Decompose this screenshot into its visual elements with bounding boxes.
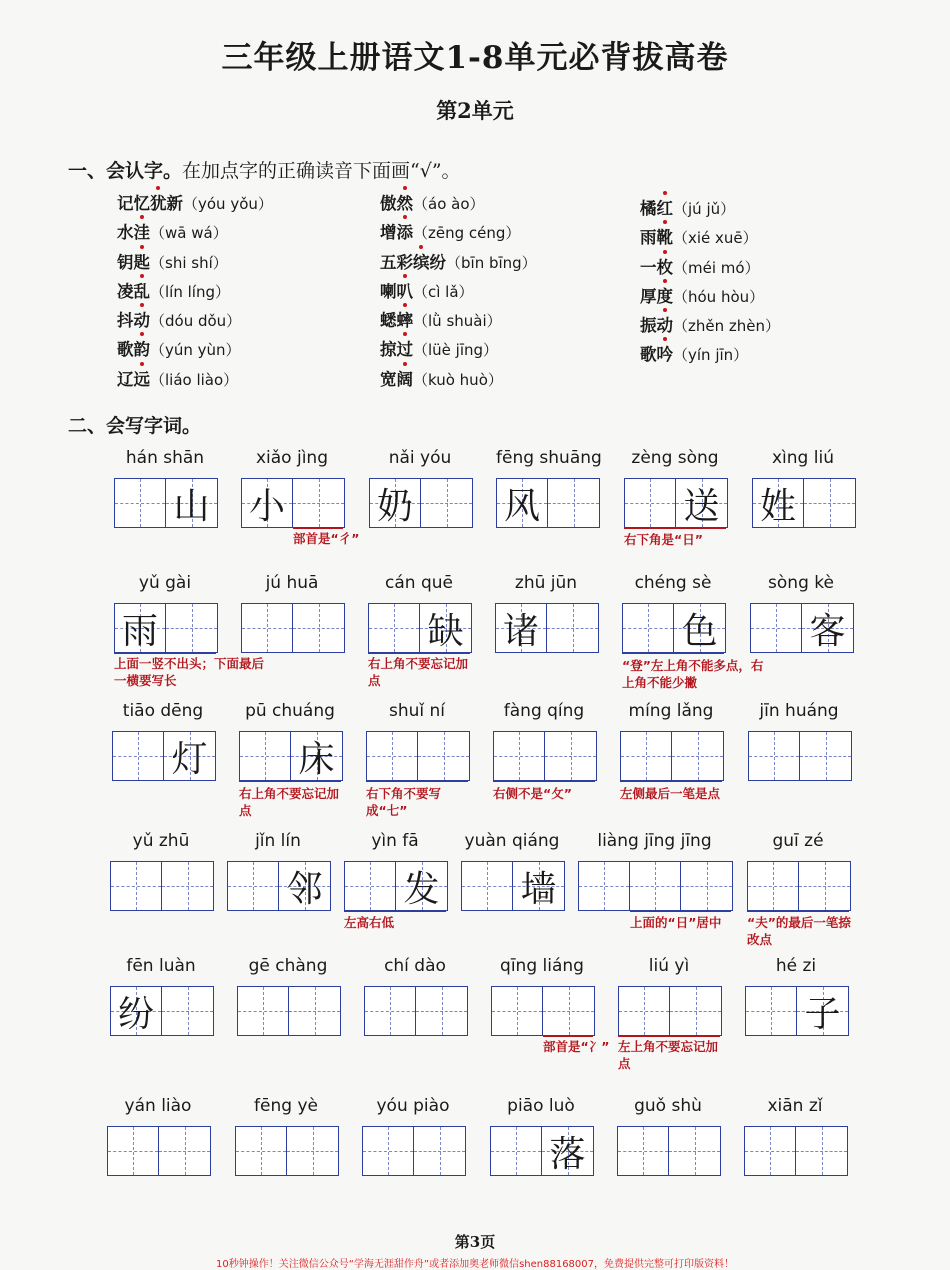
pinyin-options[interactable]: （yún yùn） — [150, 341, 241, 360]
writing-cell[interactable] — [674, 604, 725, 652]
writing-cell[interactable] — [365, 987, 416, 1035]
writing-cell[interactable] — [800, 732, 851, 780]
writing-cell[interactable] — [630, 862, 681, 910]
word-text: 增 — [380, 223, 397, 243]
dotted-character: 过 — [397, 336, 414, 360]
tianzi-grid — [362, 1126, 466, 1176]
pinyin-options[interactable]: （dóu dǒu） — [150, 312, 242, 331]
model-character: 送 — [683, 485, 720, 527]
tianzi-grid — [578, 861, 733, 911]
model-character: 山 — [173, 485, 210, 527]
writing-cell[interactable] — [164, 732, 215, 780]
writing-cell[interactable] — [228, 862, 279, 910]
word-text: 喇 — [380, 281, 397, 301]
writing-cell[interactable] — [621, 732, 672, 780]
reading-item — [380, 219, 640, 248]
tianzi-grid — [369, 478, 473, 528]
dotted-character: 缤 — [413, 249, 430, 273]
word-pinyin: sòng kè — [768, 573, 834, 593]
word-pinyin: zèng sòng — [631, 448, 719, 468]
writing-cell[interactable] — [363, 1127, 414, 1175]
word-text: 宽 — [380, 369, 397, 389]
writing-cell[interactable] — [497, 479, 548, 527]
writing-cell[interactable] — [370, 479, 421, 527]
pinyin-options[interactable]: （yóu yǒu） — [183, 195, 273, 213]
writing-cell[interactable] — [751, 604, 802, 652]
tianzi-grid — [107, 1126, 211, 1176]
pinyin-options[interactable]: （jú jǔ） — [673, 200, 736, 218]
writing-cell[interactable] — [799, 862, 850, 910]
word-text: 辽 — [117, 369, 134, 389]
word-pinyin: nǎi yóu — [388, 448, 452, 468]
writing-tip: 右侧不是“攵” — [493, 786, 572, 801]
writing-cell[interactable] — [242, 604, 293, 652]
word-text: 抖 — [117, 311, 134, 331]
word-text: 五彩 — [380, 252, 413, 272]
tianzi-grid — [241, 603, 345, 653]
reading-item — [117, 307, 377, 336]
writing-cell[interactable] — [625, 479, 676, 527]
writing-cell[interactable] — [462, 862, 513, 910]
pinyin-options[interactable]: （wā wá） — [150, 224, 228, 243]
tianzi-grid — [110, 861, 214, 911]
word-pinyin: zhū jūn — [514, 573, 578, 593]
tianzi-grid — [241, 478, 345, 528]
section2-heading: 二、会写字词。 — [68, 415, 202, 437]
word-pinyin: fēn luàn — [126, 956, 196, 976]
word-pinyin: xiǎo jìng — [255, 448, 329, 468]
reading-item — [117, 366, 377, 395]
tianzi-grid — [750, 603, 854, 653]
writing-cell[interactable] — [115, 604, 166, 652]
model-character: 色 — [681, 610, 718, 652]
reading-item — [640, 195, 900, 224]
word-pinyin: qīng liáng — [500, 956, 584, 976]
dotted-character: 远 — [134, 366, 151, 390]
writing-cell[interactable] — [242, 479, 293, 527]
reading-item — [380, 366, 640, 395]
tianzi-grid — [496, 478, 600, 528]
writing-cell[interactable] — [287, 1127, 338, 1175]
writing-tip: 右下角是“日” — [624, 532, 703, 547]
writing-cell[interactable] — [108, 1127, 159, 1175]
note-underline — [293, 528, 343, 529]
writing-tip: 左侧最后一笔是点 — [620, 786, 721, 801]
reading-item — [640, 341, 900, 370]
writing-cell[interactable] — [548, 479, 599, 527]
word-pinyin: piāo luò — [507, 1096, 575, 1116]
tianzi-grid — [366, 731, 470, 781]
reading-item — [117, 190, 377, 219]
tianzi-grid — [493, 731, 597, 781]
footer-banner: 10秒钟操作！关注微信公众号“学海无涯甜作舟”或者添加奥老师微信shen88168007，免费提供完整可打印版资料！ — [215, 1259, 735, 1270]
writing-cell[interactable] — [748, 862, 799, 910]
word-text: 凌 — [117, 281, 134, 301]
dotted-character: 度 — [657, 283, 674, 307]
writing-tip: “登”左上角不能多点，右上角不能少撇 — [622, 658, 764, 690]
dotted-character: 枚 — [657, 254, 674, 278]
tianzi-grid — [237, 986, 341, 1036]
writing-cell[interactable] — [166, 479, 217, 527]
writing-cell[interactable] — [111, 987, 162, 1035]
writing-cell[interactable] — [669, 1127, 720, 1175]
writing-cell[interactable] — [492, 987, 543, 1035]
pinyin-options[interactable]: （kuò huò） — [413, 370, 503, 389]
dotted-character: 添 — [397, 219, 414, 243]
pinyin-options[interactable]: （zhěn zhèn） — [673, 317, 780, 336]
word-pinyin: míng lǎng — [628, 701, 714, 721]
word-text: 一 — [640, 257, 657, 277]
word-pinyin: fàng qíng — [503, 701, 585, 721]
writing-cell[interactable] — [681, 862, 732, 910]
writing-cell[interactable] — [543, 987, 594, 1035]
tianzi-grid — [114, 478, 218, 528]
model-character: 缺 — [427, 610, 464, 652]
pinyin-options[interactable]: （liáo liào） — [150, 370, 239, 389]
writing-cell[interactable] — [513, 862, 564, 910]
tianzi-grid — [239, 731, 343, 781]
reading-item — [640, 254, 900, 283]
word-text: 厚 — [640, 286, 657, 306]
word-pinyin: liú yì — [648, 956, 690, 976]
word-pinyin: pū chuáng — [245, 701, 335, 721]
word-pinyin: jú huā — [265, 573, 319, 593]
pinyin-options[interactable]: （áo ào） — [413, 195, 485, 213]
word-text: 歌 — [117, 340, 134, 360]
writing-tip: “夫”的最后一笔捺改点 — [747, 915, 851, 947]
writing-tip: 右上角不要忘记加点 — [368, 656, 469, 688]
word-pinyin: yán liào — [124, 1096, 192, 1116]
model-character: 墙 — [520, 868, 557, 910]
writing-cell[interactable] — [414, 1127, 465, 1175]
writing-cell[interactable] — [396, 862, 447, 910]
writing-cell[interactable] — [279, 862, 330, 910]
dotted-character: 洼 — [134, 219, 151, 243]
word-pinyin: fēng yè — [254, 1096, 318, 1116]
word-pinyin: chí dào — [384, 956, 446, 976]
reading-item — [117, 336, 377, 365]
writing-cell[interactable] — [293, 604, 344, 652]
word-pinyin: yǔ zhū — [132, 831, 190, 851]
model-character: 床 — [298, 738, 335, 780]
tianzi-grid — [747, 861, 851, 911]
writing-cell[interactable] — [293, 479, 344, 527]
note-underline — [493, 781, 595, 782]
model-character: 小 — [248, 485, 285, 527]
model-character: 落 — [549, 1133, 586, 1175]
unit-subtitle: 第2单元 — [436, 98, 514, 123]
tianzi-grid — [748, 731, 852, 781]
pinyin-options[interactable]: （hóu hòu） — [673, 287, 765, 306]
note-underline — [543, 1036, 593, 1037]
writing-cell[interactable] — [238, 987, 289, 1035]
pinyin-options[interactable]: （lín líng） — [150, 282, 230, 301]
tianzi-grid — [744, 1126, 848, 1176]
model-character: 子 — [804, 993, 841, 1035]
reading-item — [117, 249, 377, 278]
word-pinyin: guī zé — [772, 831, 824, 851]
dotted-character: 乱 — [134, 278, 151, 302]
word-pinyin: chéng sè — [634, 573, 712, 593]
writing-cell[interactable] — [240, 732, 291, 780]
word-text: 傲 — [380, 194, 397, 213]
word-pinyin: cán quē — [385, 573, 453, 593]
word-text: 掠 — [380, 340, 397, 360]
note-underline — [618, 1036, 720, 1037]
writing-tip: 右下角不要写成“七” — [366, 786, 442, 818]
model-character: 纷 — [117, 993, 154, 1035]
writing-cell[interactable] — [547, 604, 598, 652]
reading-item — [117, 219, 377, 248]
writing-cell[interactable] — [670, 987, 721, 1035]
dotted-character: 靴 — [657, 224, 674, 248]
model-character: 风 — [503, 485, 540, 527]
tianzi-grid — [495, 603, 599, 653]
dotted-character: 动 — [657, 312, 674, 336]
writing-cell[interactable] — [420, 604, 471, 652]
note-underline — [630, 911, 731, 912]
writing-cell[interactable] — [676, 479, 727, 527]
writing-cell[interactable] — [619, 987, 670, 1035]
writing-cell[interactable] — [796, 1127, 847, 1175]
word-pinyin: hán shān — [125, 448, 205, 468]
word-pinyin: hé zi — [775, 956, 817, 976]
dotted-character: 吟 — [657, 341, 674, 365]
writing-cell[interactable] — [494, 732, 545, 780]
model-character: 邻 — [286, 868, 323, 910]
tianzi-grid — [745, 986, 849, 1036]
reading-column — [640, 195, 900, 371]
writing-cell[interactable] — [162, 862, 213, 910]
word-text: 钥 — [117, 252, 134, 272]
pinyin-options[interactable]: （xié xuē） — [673, 229, 758, 248]
word-text: 水 — [117, 223, 134, 243]
writing-cell[interactable] — [749, 732, 800, 780]
writing-tip: 上面的“日”居中 — [630, 915, 722, 930]
tianzi-grid — [622, 603, 726, 653]
tianzi-grid — [624, 478, 728, 528]
writing-cell[interactable] — [804, 479, 855, 527]
dotted-character: 蟀 — [397, 307, 414, 331]
pinyin-options[interactable]: （cì lǎ） — [413, 282, 474, 301]
reading-column — [117, 190, 377, 395]
word-pinyin: yǔ gài — [138, 573, 192, 593]
tianzi-grid — [461, 861, 565, 911]
reading-item — [640, 312, 900, 341]
writing-cell[interactable] — [797, 987, 848, 1035]
writing-cell[interactable] — [623, 604, 674, 652]
reading-item — [380, 278, 640, 307]
writing-cell[interactable] — [289, 987, 340, 1035]
reading-item — [380, 190, 640, 219]
word-text: 记忆 — [117, 194, 150, 213]
tianzi-grid — [235, 1126, 339, 1176]
tianzi-grid — [368, 603, 472, 653]
writing-cell[interactable] — [418, 732, 469, 780]
tianzi-grid — [364, 986, 468, 1036]
tianzi-grid — [617, 1126, 721, 1176]
tianzi-grid — [114, 603, 218, 653]
model-character: 奶 — [376, 485, 413, 527]
tianzi-grid — [752, 478, 856, 528]
tianzi-grid — [620, 731, 724, 781]
word-pinyin: yuàn qiáng — [464, 831, 560, 851]
writing-tip: 左上角不要忘记加点 — [618, 1039, 719, 1071]
writing-tip: 部首是“彳” — [293, 531, 360, 546]
reading-item — [640, 224, 900, 253]
model-character: 诸 — [502, 610, 539, 652]
pinyin-options[interactable]: （zēng céng） — [413, 224, 521, 243]
reading-item — [117, 278, 377, 307]
section1-instruction: 在加点字的正确读音下面画“√”。 — [182, 160, 461, 182]
reading-column — [380, 190, 640, 395]
page-title: 三年级上册语文1-8单元必背拔高卷 — [221, 40, 729, 76]
word-text: 新 — [166, 194, 183, 213]
word-text: 纷 — [429, 252, 446, 272]
dotted-character: 叭 — [397, 278, 414, 302]
tianzi-grid — [227, 861, 331, 911]
writing-cell[interactable] — [369, 604, 420, 652]
model-character: 雨 — [121, 610, 158, 652]
reading-item — [640, 283, 900, 312]
model-character: 灯 — [171, 738, 208, 780]
dotted-character: 阔 — [397, 366, 414, 390]
dotted-character: 韵 — [134, 336, 151, 360]
pinyin-options[interactable]: （bīn bīng） — [446, 253, 537, 272]
note-underline — [747, 911, 849, 912]
writing-cell[interactable] — [421, 479, 472, 527]
dotted-character: 红 — [657, 195, 674, 219]
section1-title: 一、会认字。 — [68, 160, 183, 182]
dotted-character: 然 — [397, 190, 414, 214]
writing-cell[interactable] — [159, 1127, 210, 1175]
dotted-character: 动 — [134, 307, 151, 331]
writing-tip: 右上角不要忘记加点 — [239, 786, 340, 818]
tianzi-grid — [110, 986, 214, 1036]
word-pinyin: tiāo dēng — [122, 701, 204, 721]
writing-tip: 左高右低 — [344, 915, 395, 930]
note-underline — [620, 781, 722, 782]
writing-cell[interactable] — [291, 732, 342, 780]
word-text: 雨 — [640, 228, 657, 248]
pinyin-options[interactable]: （lǜ shuài） — [413, 312, 502, 331]
tianzi-grid — [491, 986, 595, 1036]
writing-cell[interactable] — [802, 604, 853, 652]
writing-cell[interactable] — [753, 479, 804, 527]
writing-cell[interactable] — [746, 987, 797, 1035]
model-character: 客 — [809, 610, 846, 652]
writing-cell[interactable] — [416, 987, 467, 1035]
writing-tip: 上面一竖不出头；下面最后一横要写长 — [114, 656, 265, 688]
dotted-character: 犹 — [150, 190, 167, 214]
reading-item — [380, 336, 640, 365]
tianzi-grid — [490, 1126, 594, 1176]
writing-cell[interactable] — [162, 987, 213, 1035]
tianzi-grid — [344, 861, 448, 911]
tianzi-grid — [112, 731, 216, 781]
word-text: 蟋 — [380, 311, 397, 331]
pinyin-options[interactable]: （lüè jīng） — [413, 341, 499, 360]
word-pinyin: yóu piào — [376, 1096, 450, 1116]
writing-cell[interactable] — [672, 732, 723, 780]
reading-item — [380, 249, 640, 278]
writing-cell[interactable] — [113, 732, 164, 780]
word-text: 橘 — [640, 199, 657, 218]
reading-item — [380, 307, 640, 336]
model-character: 发 — [403, 868, 440, 910]
word-pinyin: xiān zǐ — [767, 1096, 823, 1116]
word-pinyin: guǒ shù — [634, 1096, 702, 1116]
pinyin-options[interactable]: （yín jīn） — [673, 346, 749, 365]
word-pinyin: xìng liú — [772, 448, 834, 468]
page-number: 第3页 — [454, 1233, 496, 1251]
model-character: 姓 — [759, 485, 796, 527]
writing-cell[interactable] — [618, 1127, 669, 1175]
word-pinyin: jīn huáng — [759, 701, 839, 721]
writing-cell[interactable] — [111, 862, 162, 910]
word-pinyin: liàng jīng jīng — [597, 831, 712, 851]
writing-cell[interactable] — [542, 1127, 593, 1175]
word-pinyin: fēng shuāng — [496, 448, 602, 468]
word-text: 歌 — [640, 345, 657, 365]
writing-cell[interactable] — [345, 862, 396, 910]
word-pinyin: yìn fā — [371, 831, 419, 851]
writing-cell[interactable] — [745, 1127, 796, 1175]
note-underline — [366, 781, 468, 782]
tianzi-grid — [618, 986, 722, 1036]
writing-tip: 部首是“冫” — [543, 1039, 610, 1054]
writing-cell[interactable] — [166, 604, 217, 652]
section1-heading — [68, 156, 461, 183]
writing-cell[interactable] — [491, 1127, 542, 1175]
word-pinyin: jǐn lín — [255, 831, 301, 851]
word-text: 振 — [640, 316, 657, 336]
pinyin-options[interactable]: （shi shí） — [150, 253, 228, 272]
dotted-character: 匙 — [134, 249, 151, 273]
writing-cell[interactable] — [579, 862, 630, 910]
pinyin-options[interactable]: （méi mó） — [673, 258, 760, 277]
writing-cell[interactable] — [367, 732, 418, 780]
word-pinyin: gē chàng — [248, 956, 328, 976]
writing-cell[interactable] — [496, 604, 547, 652]
writing-cell[interactable] — [236, 1127, 287, 1175]
writing-cell[interactable] — [545, 732, 596, 780]
writing-cell[interactable] — [115, 479, 166, 527]
word-pinyin: shuǐ ní — [388, 701, 446, 721]
